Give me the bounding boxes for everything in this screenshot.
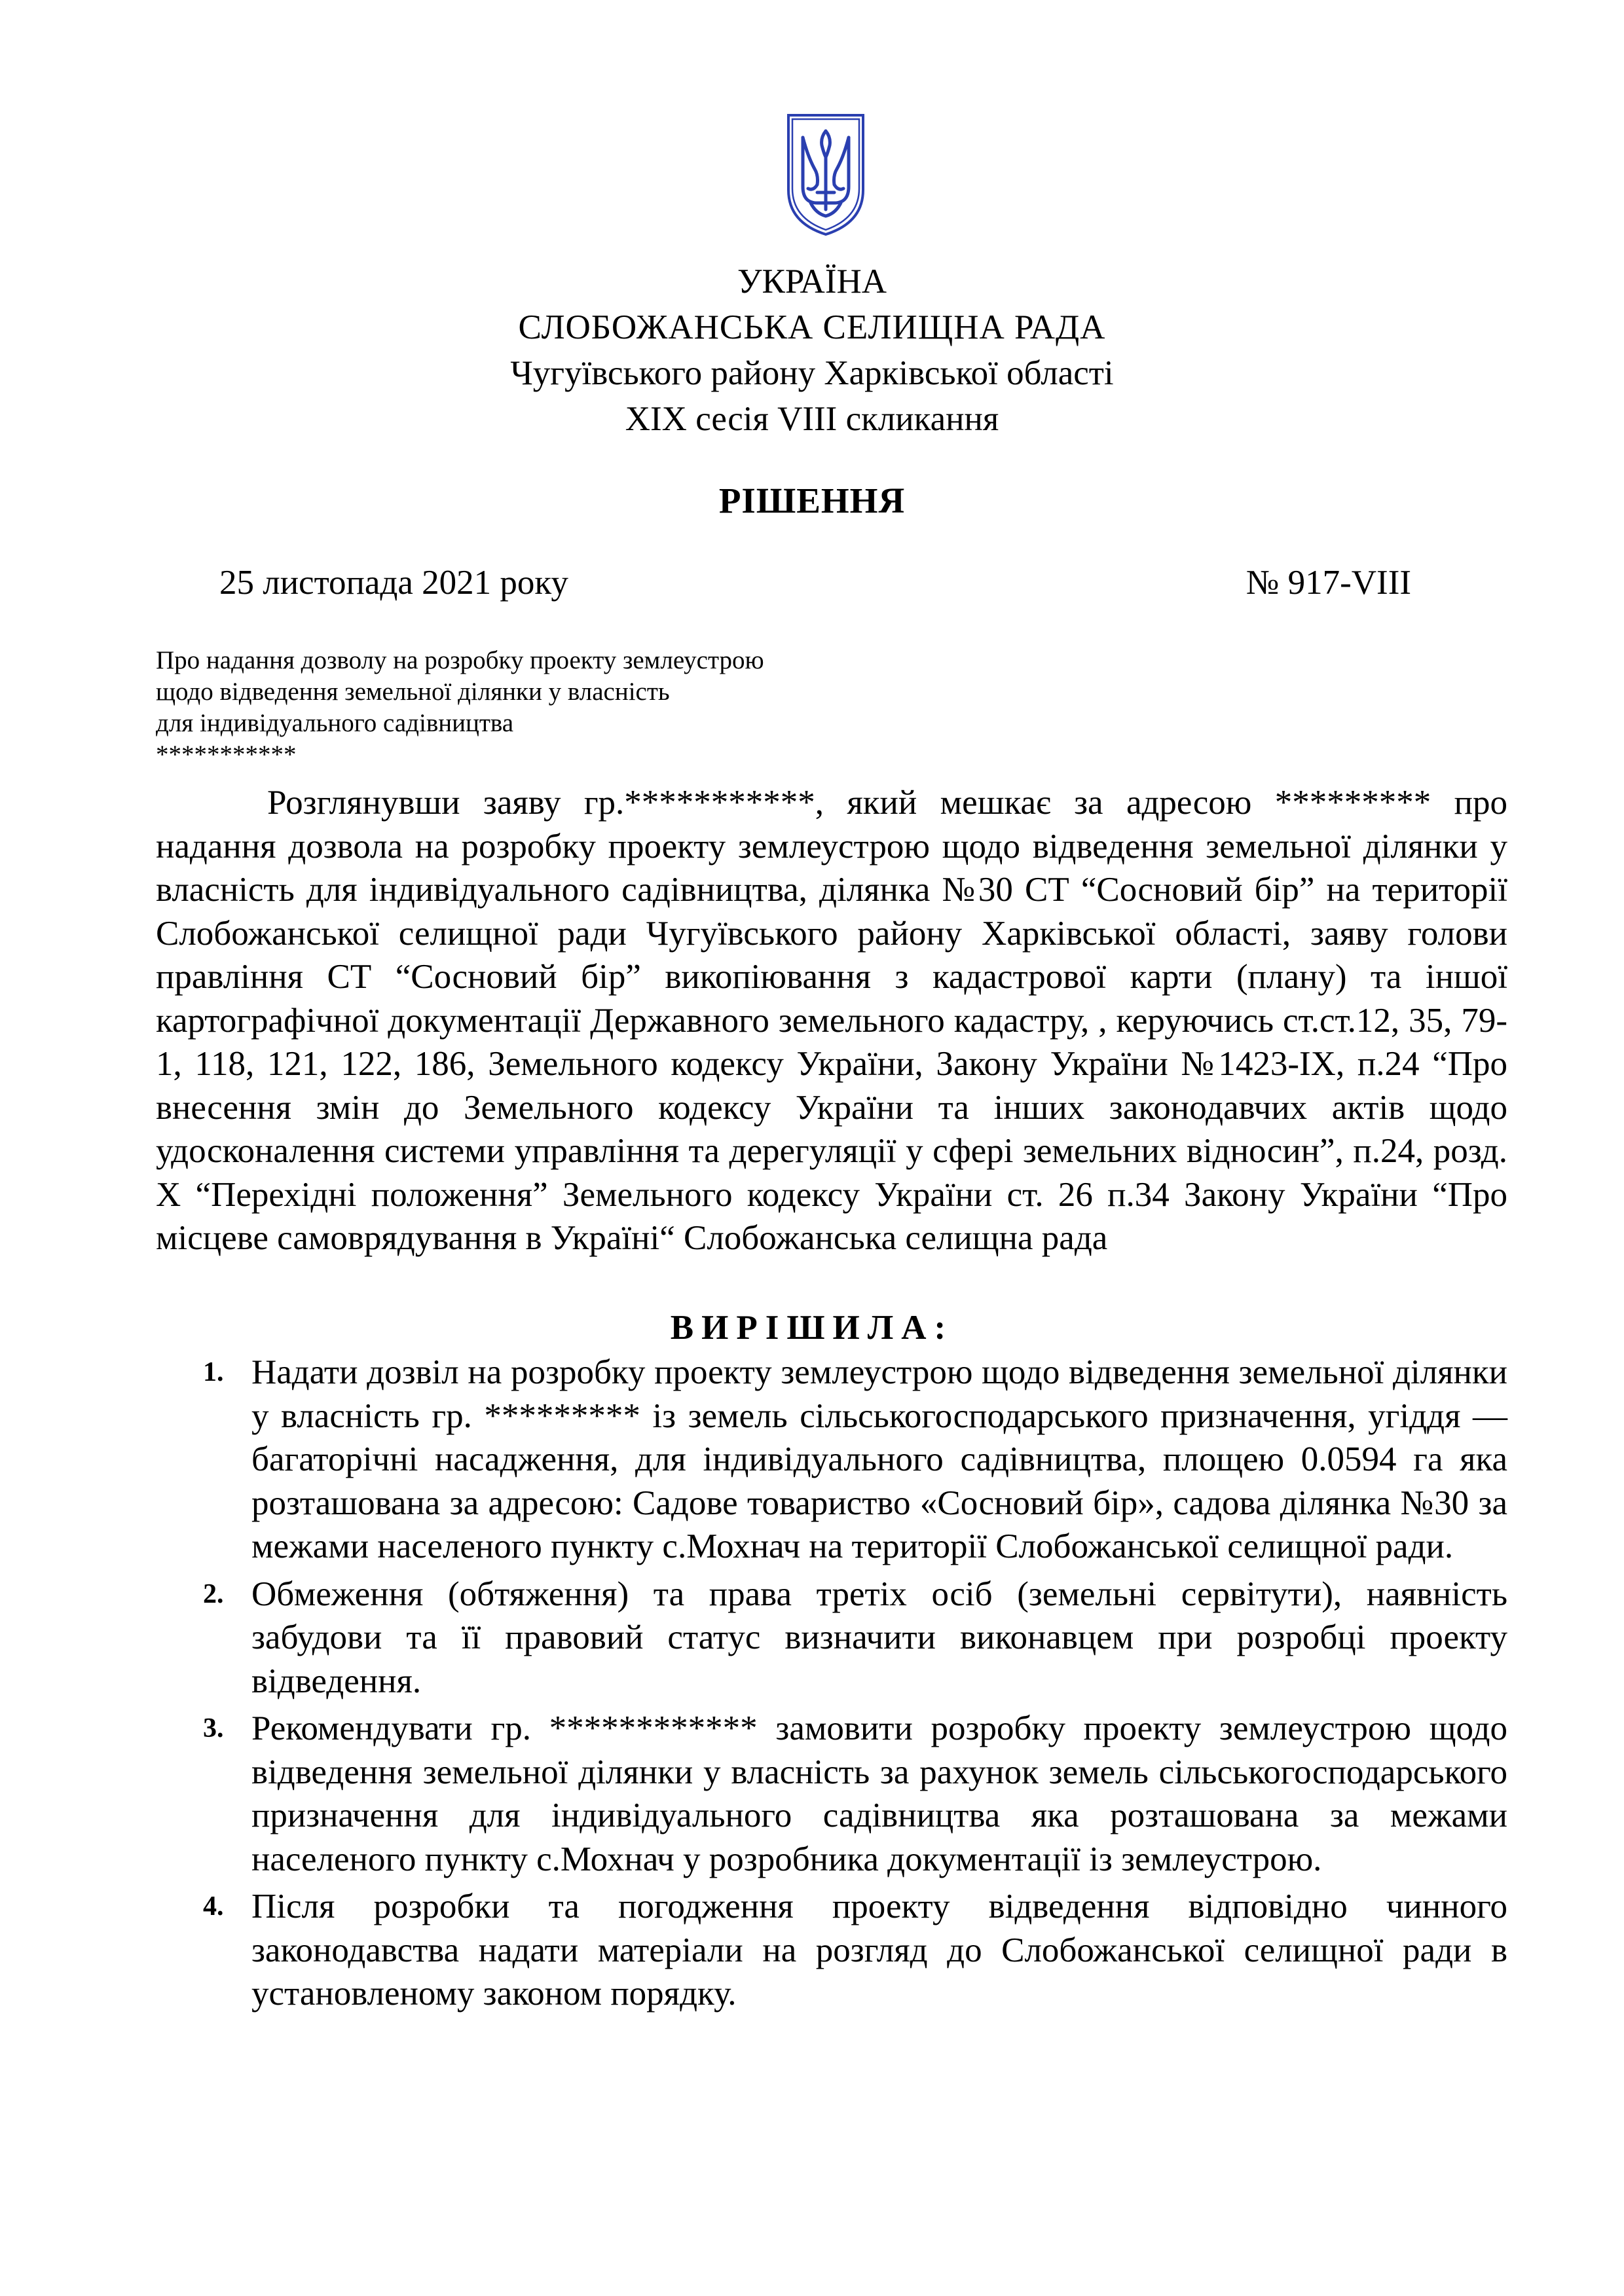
item-text: Рекомендувати гр. ************ замовити розробку проекту землеустрою щодо відведення земельної ділянки у власність за рахунок земель сільськогосподарського призначення для індивідуального садівництва яка розташована за межами населеного пункту с.Мохнач у розробника документації із землеустрою.	[251, 1709, 1507, 1878]
header-session: XIX сесія VIII скликання	[625, 400, 999, 438]
subject-line: для індивідуального садівництва	[156, 709, 514, 737]
item-number: 2.	[203, 1578, 224, 1609]
resolution-item	[156, 1573, 1507, 1704]
item-text: Надати дозвіл на розробку проекту землеустрою щодо відведення земельної ділянки у власність гр. ********* із земель сільськогосподарського призначення, угіддя — багаторічні насадження, для індивідуального садівництва, площею 0.0594 га яка розташована за адресою: Садове товариство «Сосновий бір», садова ділянка №30 за межами населеного пункту с.Мохнач на території Слобожанської селищної ради.	[251, 1353, 1507, 1565]
item-number: 4.	[203, 1891, 224, 1922]
resolution-item	[156, 1707, 1507, 1881]
item-text: Після розробки та погодження проекту відведення відповідно чинного законодавства надати матеріали на розгляд до Слобожанської селищної ради в установленому законом порядку.	[251, 1887, 1507, 2013]
subject-line: Про надання дозволу на розробку проекту землеустрою	[156, 646, 764, 674]
item-number: 3.	[203, 1713, 224, 1743]
resolved-heading: ВИРІШИЛА:	[670, 1309, 954, 1347]
subject-line: щодо відведення земельної ділянки у власність	[156, 678, 670, 706]
resolution-items-list	[156, 1351, 1507, 2020]
resolution-item	[156, 1885, 1507, 2016]
resolution-item	[156, 1351, 1507, 1569]
coat-of-arms-trident-icon	[784, 111, 867, 237]
header-council: СЛОБОЖАНСЬКА СЕЛИЩНА РАДА	[518, 308, 1106, 346]
header-district: Чугуївського району Харківської області	[510, 354, 1114, 392]
decision-number: № 917-VIII	[1246, 564, 1411, 602]
item-number: 1.	[203, 1357, 224, 1387]
header-country: УКРАЇНА	[737, 263, 887, 301]
decision-date: 25 листопада 2021 року	[219, 564, 568, 602]
decision-subject	[156, 645, 1007, 771]
preamble-paragraph: Розглянувши заяву гр.***********, який мешкає за адресою ********* про надання дозвола на розробку проекту землеустрою щодо відведення земельної ділянки у власність для індивідуального садівництва, ділянка №30 СТ “Сосновий бір” на території Слобожанської селищної ради Чугуївського району Харківської області, заяву голови правління СТ “Сосновий бір” викопіювання з кадастрової карти (плану) та іншої картографічної документації Державного земельного кадастру, , керуючись ст.ст.12, 35, 79-1, 118, 121, 122, 186, Земельного кодексу України, Закону України №1423-IX, п.24 “Про внесення змін до Земельного кодексу України та інших законодавчих актів щодо удосконалення системи управління та дерегуляції у сфері земельних відносин”, п.24, розд. Х “Перехідні положення” Земельного кодексу України ст. 26 п.34 Закону України “Про місцеве самоврядування в Україні“ Слобожанська селищна рада	[156, 784, 1507, 1257]
subject-line: ***********	[156, 740, 297, 769]
item-text: Обмеження (обтяження) та права третіх осіб (земельні сервітути), наявність забудови та її правовий статус визначити виконавцем при розробці проекту відведення.	[251, 1575, 1507, 1700]
decision-title: РІШЕННЯ	[718, 481, 906, 520]
